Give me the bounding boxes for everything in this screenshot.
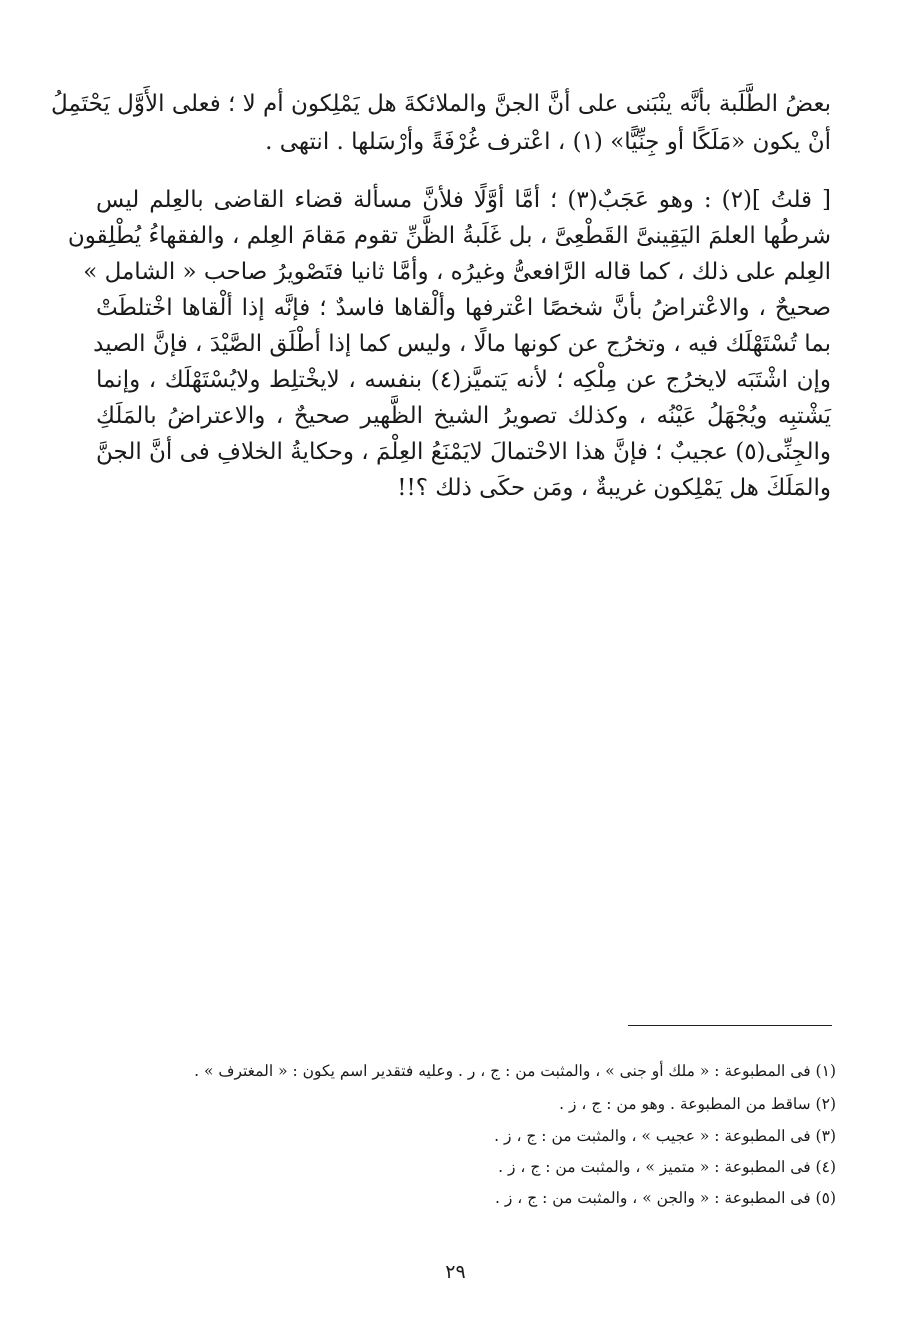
body-line-3: [ قلتُ ]‎(٢)‎ : وهو عَجَبٌ‎(٣)‎ ؛ أمَّا أوَّلًا فلأنَّ مسألة قضاء القاضى بالعِلم ليس	[96, 187, 831, 213]
body-line-2: أنْ يكون «مَلَكًا أو جِنِّيًّا» ‎(١)‎ ، اعْترف غُرْفَةً وأرْسَلها . انتهى .	[265, 129, 831, 155]
body-line-10: والجِنِّى‎(٥)‎ عجيبٌ ؛ فإنَّ هذا الاحْتمالَ لايَمْنَعُ العِلْمَ ، وحكايةُ الخلافِ فى أنَّ الجنَّ	[95, 439, 831, 465]
footnote-2: (٢) ساقط من المطبوعة . وهو من : ج ، ز .	[559, 1095, 836, 1113]
footnote-4: (٤) فى المطبوعة : « متميز » ، والمثبت من : ج ، ز .	[498, 1158, 836, 1176]
footnote-3: (٣) فى المطبوعة : « عجيب » ، والمثبت من : ج ، ز .	[494, 1127, 836, 1145]
body-line-7: بما تُسْتَهْلَك فيه ، وتخرُج عن كونها مالًا ، وليس كما إذا أطْلَق الصَّيْدَ ، فإنَّ الصيد	[93, 331, 831, 357]
body-line-1: بعضُ الطَّلَبة بأنَّه ينْبَنى على أنَّ الجنَّ والملائكةَ هل يَمْلِكون أم لا ؛ فعلى الأَوَّل يَحْتَمِلُ	[50, 91, 831, 117]
footnote-separator	[628, 1025, 832, 1026]
body-line-11: والمَلَكَ هل يَمْلِكون غريبةٌ ، ومَن حكَى ذلك ؟!!	[397, 475, 831, 501]
body-line-4: شرطُها العلمَ اليَقِينىَّ القَطْعِىَّ ، بل غَلَبةُ الظَّنِّ تقوم مَقامَ العِلم ، والفقهاءُ يُطْلِقون	[67, 223, 831, 249]
footnote-1: (١) فى المطبوعة : « ملك أو جنى » ، والمثبت من : ج ، ر . وعليه فتقدير اسم يكون : « المغترف » .	[194, 1062, 836, 1080]
body-line-9: يَشْتبِه ويُجْهَلُ عَيْنُه ، وكذلك تصويرُ الشيخ الظَّهير صحيحٌ ، والاعتراضُ بالمَلَكِ	[96, 403, 831, 429]
body-line-6: صحيحٌ ، والاعْتراضُ بأنَّ شخصًا اعْترفها وألْقاها فاسدٌ ؛ فإنَّه إذا ألْقاها اخْتلطَتْ	[96, 295, 831, 321]
body-line-8: وإن اشْتَبَه لايخرُج عن مِلْكِه ؛ لأنه يَتميَّز‎(٤)‎ بنفسه ، لايخْتلِط ولايُسْتَهْلَك ، وإنما	[96, 367, 831, 393]
body-line-5: العِلم على ذلك ، كما قاله الرَّافعىُّ وغيرُه ، وأمَّا ثانيا فتَصْويرُ صاحب « الشامل »	[83, 259, 831, 285]
footnote-5: (٥) فى المطبوعة : « والجن » ، والمثبت من : ج ، ز .	[495, 1189, 836, 1207]
page-number: ٢٩	[445, 1261, 466, 1283]
